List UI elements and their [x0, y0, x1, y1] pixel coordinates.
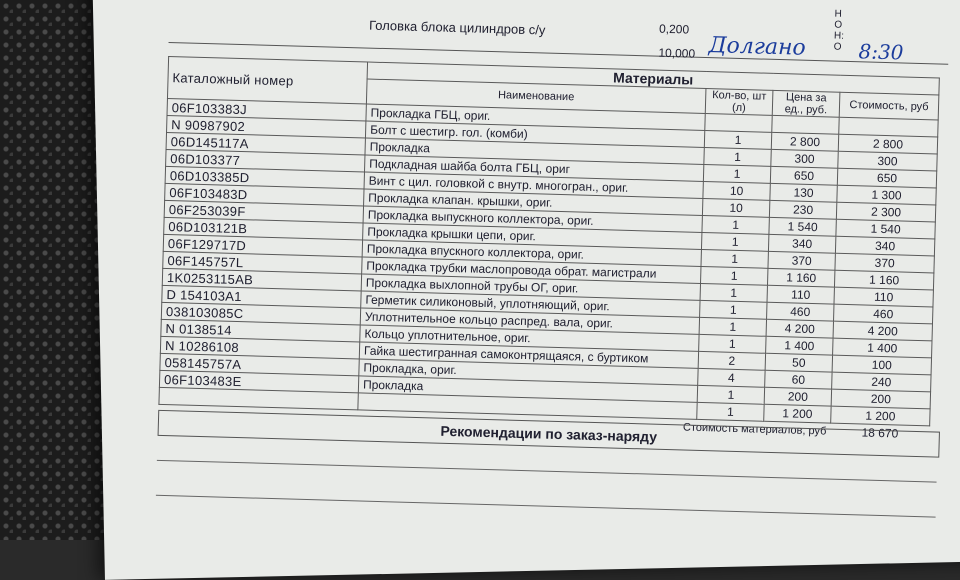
item-cost: 1 300 — [837, 185, 936, 205]
item-name: Подкладная шайба болта ГБЦ, ориг — [364, 155, 703, 181]
materials-title: Материалы — [367, 62, 939, 95]
item-price: 4 200 — [766, 319, 833, 338]
item-name: Прокладка выпускного коллектора, ориг. — [363, 206, 702, 232]
item-name: Прокладка, ориг. — [359, 359, 698, 385]
catalog-number: 06D103121B — [164, 217, 363, 240]
item-cost: 1 200 — [831, 406, 930, 426]
side-letter: Н — [834, 8, 842, 20]
item-cost: 1 160 — [834, 270, 933, 290]
item-qty: 2 — [698, 351, 765, 370]
catalog-number: 06F103383J — [167, 98, 366, 121]
catalog-number: 06D145117A — [166, 132, 365, 155]
item-qty: 4 — [698, 368, 765, 387]
item-cost: 340 — [835, 236, 934, 256]
item-price: 130 — [770, 183, 837, 202]
side-letter: О — [833, 41, 842, 53]
item-price: 1 400 — [766, 336, 833, 355]
item-qty: 1 — [702, 215, 769, 234]
total-value: 18 670 — [861, 425, 899, 441]
item-qty: 1 — [704, 147, 771, 166]
total-label: Стоимость материалов, руб — [682, 421, 827, 438]
item-price: 1 160 — [767, 268, 834, 287]
item-qty: 10 — [703, 181, 770, 200]
item-cost: 200 — [831, 389, 930, 409]
item-qty: 10 — [702, 198, 769, 217]
catalog-number: 06F145757L — [163, 251, 362, 274]
item-cost: 370 — [835, 253, 934, 273]
item-cost: 2 800 — [838, 134, 937, 154]
item-price: 110 — [767, 285, 834, 304]
recommendations-title: Рекомендации по заказ-наряду — [158, 410, 940, 458]
item-name: Прокладка крышки цепи, ориг. — [363, 223, 702, 249]
catalog-number: N 90987902 — [167, 115, 366, 138]
item-name: Прокладка выхлопной трубы ОГ, ориг. — [361, 274, 700, 300]
catalog-number: N 0138514 — [161, 319, 360, 342]
item-qty: 1 — [703, 164, 770, 183]
materials-table — [158, 56, 940, 442]
item-price: 650 — [770, 166, 837, 185]
blank-line — [156, 495, 936, 518]
item-price: 1 540 — [769, 217, 836, 236]
item-price: 2 800 — [771, 132, 838, 151]
item-name: Прокладка клапан. крышки, ориг. — [364, 189, 703, 215]
work-order-document — [154, 0, 960, 572]
item-price: 230 — [769, 200, 836, 219]
item-name: Прокладка впускного коллектора, ориг. — [362, 240, 701, 266]
catalog-number: N 10286108 — [160, 336, 359, 359]
item-name: Гайка шестигранная самоконтрящаяся, с буртиком — [359, 342, 698, 368]
col-name-header: Наименование — [366, 79, 706, 113]
catalog-number: 06F103483D — [165, 183, 364, 206]
item-name: Прокладка — [358, 376, 697, 402]
col-cost-header: Стоимость, руб — [839, 92, 939, 120]
item-cost: 240 — [832, 372, 931, 392]
item-qty: 1 — [700, 283, 767, 302]
item-qty: 1 — [699, 334, 766, 353]
item-name: Уплотнительное кольцо распред. вала, ориг. — [360, 308, 699, 334]
item-name: Винт с цил. головкой с внутр. многогран., ориг. — [364, 172, 703, 198]
item-cost: 460 — [834, 304, 933, 324]
item-qty: 1 — [697, 385, 764, 404]
item-cost: 300 — [838, 151, 937, 171]
blank-line — [157, 460, 937, 483]
item-qty: 1 — [700, 300, 767, 319]
item-price: 1 200 — [764, 404, 831, 423]
item-price — [772, 115, 839, 134]
qty-value-1: 0,200 — [658, 21, 690, 37]
item-qty: 1 — [701, 232, 768, 251]
qty-value-2: 10,000 — [658, 45, 696, 61]
catalog-number: 058145757A — [160, 353, 359, 376]
part-name: Головка блока цилиндров с/у — [368, 17, 546, 38]
catalog-number: 06F253039F — [164, 200, 363, 223]
item-name: Кольцо уплотнительное, ориг. — [360, 325, 699, 351]
top-section — [169, 0, 950, 65]
item-name: Болт с шестигр. гол. (комби) — [365, 121, 704, 147]
item-price: 60 — [765, 370, 832, 389]
item-qty: 1 — [704, 130, 771, 149]
item-name: Прокладка трубки маслопровода обрат. магистрали — [362, 257, 701, 283]
item-qty — [705, 113, 772, 132]
catalog-number: 06D103377 — [166, 149, 365, 172]
item-cost: 1 400 — [833, 338, 932, 358]
catalog-number: D 154103A1 — [162, 285, 361, 308]
item-price: 340 — [768, 234, 835, 253]
item-name: Прокладка ГБЦ, ориг. — [366, 104, 705, 130]
col-price-header: Цена за ед., руб. — [772, 90, 840, 117]
item-cost: 1 540 — [836, 219, 935, 239]
col-catalog-header: Каталожный номер — [167, 56, 367, 104]
item-qty: 1 — [697, 402, 764, 421]
col-qty-header: Кол-во, шт (л) — [705, 89, 773, 116]
catalog-number: 038103085C — [161, 302, 360, 325]
item-price: 50 — [765, 353, 832, 372]
side-letter: О — [834, 19, 843, 31]
item-cost: 4 200 — [833, 321, 932, 341]
item-cost: 110 — [834, 287, 933, 307]
item-price: 200 — [764, 387, 831, 406]
item-price: 460 — [767, 302, 834, 321]
item-cost: 2 300 — [836, 202, 935, 222]
item-name: Прокладка — [365, 138, 704, 164]
item-qty: 1 — [701, 266, 768, 285]
item-price: 370 — [768, 251, 835, 270]
item-name: Герметик силиконовый, уплотняющий, ориг. — [361, 291, 700, 317]
handwritten-note: Долгано — [708, 33, 807, 61]
catalog-number: 06F129717D — [163, 234, 362, 257]
item-cost: 100 — [832, 355, 931, 375]
catalog-number: 06D103385D — [165, 166, 364, 189]
catalog-number: 06F103483E — [159, 370, 358, 393]
item-qty: 1 — [699, 317, 766, 336]
side-letter: Н: — [833, 30, 845, 42]
item-price: 300 — [771, 149, 838, 168]
item-cost: 650 — [837, 168, 936, 188]
handwritten-time: 8:30 — [858, 39, 904, 65]
item-qty: 1 — [701, 249, 768, 268]
catalog-number: 1K0253115AB — [162, 268, 361, 291]
side-letters — [834, 9, 845, 53]
